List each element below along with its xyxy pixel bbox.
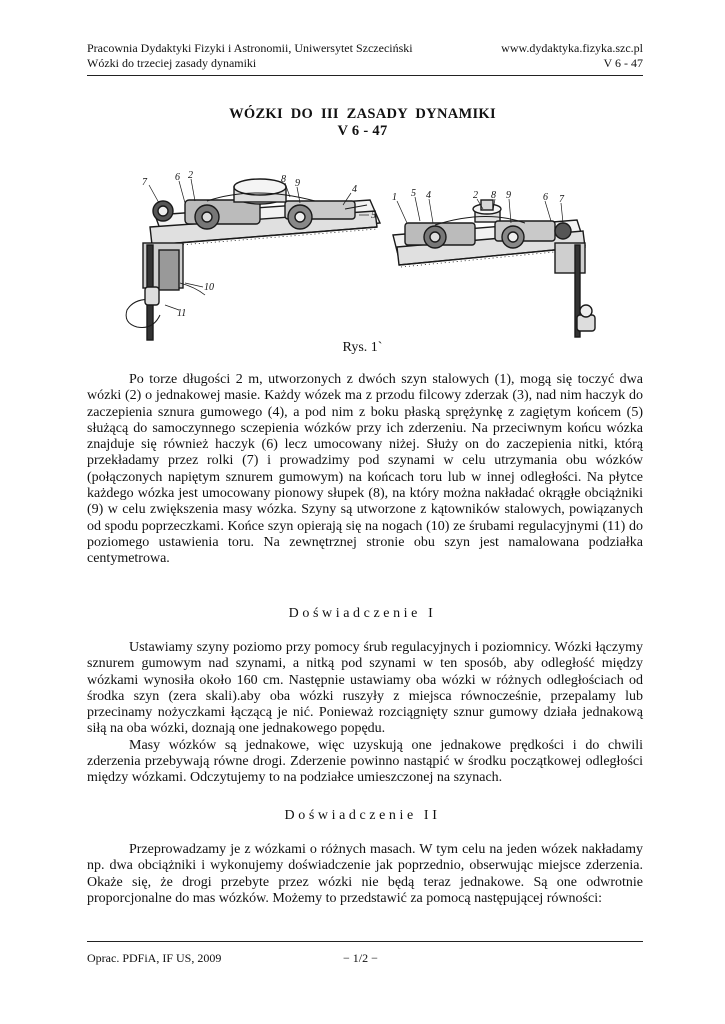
figure-label: 7 <box>559 194 564 205</box>
experiment2-paragraph1: Przeprowadzamy je z wózkami o różnych masach. W tym celu na jeden wózek nakładamy np. dwa obciążniki i wykonujemy doświadczenie jak poprzednio, obserwując miejsce zderzenia. Okaże się, że drogi przebyte przez wózki nie będą teraz jednakowe. Są one odwrotnie proporcjonalne do mas wózków. Możemy to przedstawić za pomocą następującej równości: <box>87 842 643 906</box>
page-header <box>87 41 643 71</box>
apparatus-figure <box>115 165 615 345</box>
left-apparatus <box>126 170 380 340</box>
figure-label: 10 <box>204 282 214 293</box>
figure-label: 9 <box>295 178 300 189</box>
experiment1-paragraph1: Ustawiamy szyny poziomo przy pomocy śrub regulacyjnych i poziomnicy. Wózki łączymy sznurem gumowym nad szynami, a nitką pod szynami w ten sposób, aby odległość między wózkami wynosiła około 160 cm. Następnie ustawiamy oba wózki w różnych odległościach od środka szyn (zera skali).aby oba wózki ruszyły z miejsca równocześnie, przepalamy lub przecinamy nożyczkami łączącą je nić. Ponieważ rozciągnięty sznur gumowy działa jednakową siłą na oba wózki, doznają one jednakowego popędu. <box>87 640 643 737</box>
figure-caption: Rys. 1` <box>342 340 383 355</box>
apparatus-drawing <box>115 165 615 345</box>
header-code: V 6 - 47 <box>603 56 643 70</box>
experiment2-heading: Doświadczenie II <box>284 808 441 823</box>
figure-label: 7 <box>142 177 147 188</box>
figure-label: 4 <box>426 190 431 201</box>
figure-label: 8 <box>281 174 286 185</box>
experiment2-section <box>87 842 643 907</box>
header-website: www.dydaktyka.fizyka.szc.pl <box>501 41 643 55</box>
document-title <box>0 106 725 140</box>
header-rule <box>87 75 643 76</box>
figure-label: 6 <box>175 172 180 183</box>
footer-credit: Oprac. PDFiA, IF US, 2009 <box>87 951 222 965</box>
figure-label: 2 <box>188 170 193 181</box>
figure-label: 1 <box>392 192 397 203</box>
figure-label: 9 <box>506 190 511 201</box>
title-line1: WÓZKI DO III ZASADY DYNAMIKI <box>229 106 496 122</box>
title-line2: V 6 - 47 <box>337 123 388 139</box>
figure-label: 4 <box>352 184 357 195</box>
right-apparatus <box>392 188 595 337</box>
experiment1-paragraph2: Masy wózków są jednakowe, więc uzyskują one jednakowe prędkości i do chwili zderzenia przebywają równe drogi. Zderzenie powinno nastąpić w środku początkowej odległości między wózkami. Odczytujemy to na podziałce umieszczonej na szynach. <box>87 737 643 786</box>
experiment1-heading: Doświadczenie I <box>288 606 437 621</box>
figure-label: 8 <box>491 190 496 201</box>
figure-label: 5 <box>411 188 416 199</box>
figure-label: 6 <box>543 192 548 203</box>
page-number: − 1/2 − <box>343 951 378 965</box>
intro-paragraph: Po torze długości 2 m, utworzonych z dwóch szyn stalowych (1), mogą się toczyć dwa wózki (2) o jednakowej masie. Każdy wózek ma z przodu filcowy zderzak (3), nad nim haczyk do zaczepienia sznura gumowego (4), a pod nim z boku płaską sprężynkę z zagiętym końcem (5) służącą do samoczynnego sczepienia wózków przy ich zderzeniu. Na przeciwnym końcu wózka znajduje się również haczyk (6) lecz umocowany niżej. Służy on do zaczepienia nitki, którą przekładamy przez rolki (7) i prowadzimy pod szynami w celu utrzymania obu wózków (połączonych napiętym sznurem gumowym) na końcach toru lub w innej odległości. Na płytce każdego wózka jest umocowany pionowy słupek (8), na który można nakładać okrągłe obciążniki (9) w celu zwiększenia masy wózka. Szyny są utworzone z kątowników stalowych, powiązanych od spodu poprzeczkami. Końce szyn opierają się na nogach (10) ze śrubami regulacyjnymi (11) do poziomego ustawienia toru. Na zewnętrznej stronie obu szyn jest namalowana podziałka centymetrowa. <box>87 372 643 567</box>
figure-label: 2 <box>473 190 478 201</box>
experiment1-section <box>87 640 643 787</box>
intro-section <box>87 372 643 568</box>
figure-label: 5 <box>371 210 376 221</box>
header-subject: Wózki do trzeciej zasady dynamiki <box>87 56 257 70</box>
figure-label: 11 <box>177 308 187 319</box>
footer-rule <box>87 941 643 942</box>
header-institution: Pracownia Dydaktyki Fizyki i Astronomii, Uniwersytet Szczeciński <box>87 41 413 55</box>
